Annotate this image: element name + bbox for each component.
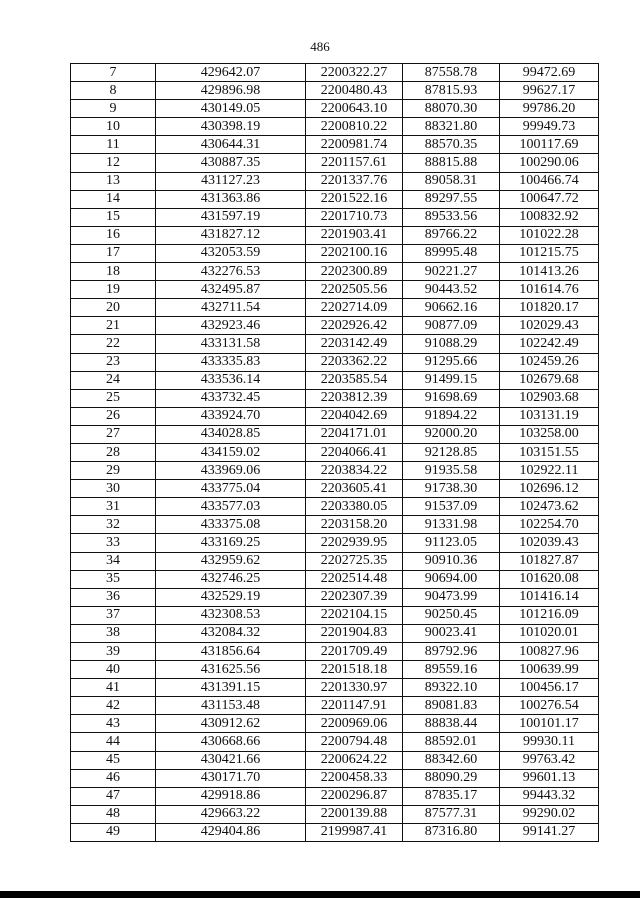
value-d-cell: 102679.68 <box>500 371 599 389</box>
table-row <box>71 118 599 136</box>
value-b-cell: 2200969.06 <box>306 715 403 733</box>
value-b-cell: 2199987.41 <box>306 823 403 841</box>
value-a-cell: 429918.86 <box>156 787 306 805</box>
value-a-cell: 433775.04 <box>156 480 306 498</box>
value-d-cell: 101215.75 <box>500 244 599 262</box>
value-b-cell: 2203158.20 <box>306 516 403 534</box>
value-a-cell: 430398.19 <box>156 118 306 136</box>
row-index-cell: 14 <box>71 190 156 208</box>
value-d-cell: 99786.20 <box>500 100 599 118</box>
value-d-cell: 101620.08 <box>500 570 599 588</box>
value-c-cell: 87316.80 <box>403 823 500 841</box>
value-c-cell: 90023.41 <box>403 624 500 642</box>
value-c-cell: 91499.15 <box>403 371 500 389</box>
value-c-cell: 89766.22 <box>403 226 500 244</box>
value-a-cell: 430644.31 <box>156 136 306 154</box>
value-d-cell: 99141.27 <box>500 823 599 841</box>
value-d-cell: 100456.17 <box>500 679 599 697</box>
row-index-cell: 35 <box>71 570 156 588</box>
table-row <box>71 154 599 172</box>
value-a-cell: 430912.62 <box>156 715 306 733</box>
value-b-cell: 2200458.33 <box>306 769 403 787</box>
value-b-cell: 2201330.97 <box>306 679 403 697</box>
value-b-cell: 2203362.22 <box>306 353 403 371</box>
value-a-cell: 430887.35 <box>156 154 306 172</box>
row-index-cell: 15 <box>71 208 156 226</box>
table-row <box>71 805 599 823</box>
value-a-cell: 432276.53 <box>156 263 306 281</box>
value-c-cell: 92128.85 <box>403 443 500 461</box>
value-c-cell: 90694.00 <box>403 570 500 588</box>
value-d-cell: 99290.02 <box>500 805 599 823</box>
value-a-cell: 430171.70 <box>156 769 306 787</box>
value-c-cell: 90221.27 <box>403 263 500 281</box>
data-table <box>70 63 599 842</box>
value-c-cell: 88090.29 <box>403 769 500 787</box>
table-row <box>71 570 599 588</box>
value-b-cell: 2204066.41 <box>306 443 403 461</box>
value-c-cell: 91537.09 <box>403 498 500 516</box>
value-a-cell: 430421.66 <box>156 751 306 769</box>
value-a-cell: 433577.03 <box>156 498 306 516</box>
value-a-cell: 433169.25 <box>156 534 306 552</box>
row-index-cell: 37 <box>71 606 156 624</box>
value-d-cell: 99627.17 <box>500 82 599 100</box>
value-c-cell: 87815.93 <box>403 82 500 100</box>
value-a-cell: 433969.06 <box>156 462 306 480</box>
value-a-cell: 431391.15 <box>156 679 306 697</box>
value-a-cell: 429404.86 <box>156 823 306 841</box>
value-d-cell: 99443.32 <box>500 787 599 805</box>
row-index-cell: 42 <box>71 697 156 715</box>
table-row <box>71 136 599 154</box>
table-row <box>71 317 599 335</box>
value-b-cell: 2202926.42 <box>306 317 403 335</box>
table-row <box>71 787 599 805</box>
table-row <box>71 443 599 461</box>
row-index-cell: 46 <box>71 769 156 787</box>
row-index-cell: 12 <box>71 154 156 172</box>
table-row <box>71 190 599 208</box>
row-index-cell: 47 <box>71 787 156 805</box>
table-row <box>71 751 599 769</box>
value-c-cell: 88570.35 <box>403 136 500 154</box>
table-row <box>71 281 599 299</box>
table-row <box>71 353 599 371</box>
value-a-cell: 431625.56 <box>156 661 306 679</box>
value-a-cell: 430149.05 <box>156 100 306 118</box>
value-b-cell: 2203380.05 <box>306 498 403 516</box>
table-body <box>71 64 599 842</box>
row-index-cell: 13 <box>71 172 156 190</box>
value-c-cell: 88070.30 <box>403 100 500 118</box>
table-row <box>71 263 599 281</box>
value-d-cell: 102696.12 <box>500 480 599 498</box>
value-c-cell: 91295.66 <box>403 353 500 371</box>
row-index-cell: 20 <box>71 299 156 317</box>
table-row <box>71 82 599 100</box>
value-a-cell: 433131.58 <box>156 335 306 353</box>
value-b-cell: 2201337.76 <box>306 172 403 190</box>
row-index-cell: 36 <box>71 588 156 606</box>
row-index-cell: 18 <box>71 263 156 281</box>
row-index-cell: 38 <box>71 624 156 642</box>
row-index-cell: 21 <box>71 317 156 335</box>
value-d-cell: 102473.62 <box>500 498 599 516</box>
table-row <box>71 624 599 642</box>
value-d-cell: 100639.99 <box>500 661 599 679</box>
value-d-cell: 101022.28 <box>500 226 599 244</box>
value-b-cell: 2202514.48 <box>306 570 403 588</box>
value-a-cell: 432959.62 <box>156 552 306 570</box>
value-d-cell: 99949.73 <box>500 118 599 136</box>
row-index-cell: 10 <box>71 118 156 136</box>
row-index-cell: 23 <box>71 353 156 371</box>
value-b-cell: 2201522.16 <box>306 190 403 208</box>
value-b-cell: 2202100.16 <box>306 244 403 262</box>
value-b-cell: 2200139.88 <box>306 805 403 823</box>
table-row <box>71 100 599 118</box>
value-d-cell: 101416.14 <box>500 588 599 606</box>
value-b-cell: 2202104.15 <box>306 606 403 624</box>
row-index-cell: 39 <box>71 643 156 661</box>
row-index-cell: 22 <box>71 335 156 353</box>
row-index-cell: 44 <box>71 733 156 751</box>
value-b-cell: 2204042.69 <box>306 407 403 425</box>
row-index-cell: 27 <box>71 425 156 443</box>
row-index-cell: 7 <box>71 64 156 82</box>
table-row <box>71 823 599 841</box>
value-c-cell: 92000.20 <box>403 425 500 443</box>
value-a-cell: 429642.07 <box>156 64 306 82</box>
table-row <box>71 661 599 679</box>
value-d-cell: 102242.49 <box>500 335 599 353</box>
value-c-cell: 87835.17 <box>403 787 500 805</box>
table-row <box>71 606 599 624</box>
value-b-cell: 2200296.87 <box>306 787 403 805</box>
value-b-cell: 2202300.89 <box>306 263 403 281</box>
row-index-cell: 26 <box>71 407 156 425</box>
row-index-cell: 9 <box>71 100 156 118</box>
value-c-cell: 91698.69 <box>403 389 500 407</box>
value-b-cell: 2203142.49 <box>306 335 403 353</box>
value-d-cell: 101413.26 <box>500 263 599 281</box>
value-d-cell: 102922.11 <box>500 462 599 480</box>
row-index-cell: 32 <box>71 516 156 534</box>
value-a-cell: 432495.87 <box>156 281 306 299</box>
value-b-cell: 2202725.35 <box>306 552 403 570</box>
table-row <box>71 516 599 534</box>
value-d-cell: 100466.74 <box>500 172 599 190</box>
row-index-cell: 48 <box>71 805 156 823</box>
table-row <box>71 679 599 697</box>
table-row <box>71 244 599 262</box>
value-c-cell: 89058.31 <box>403 172 500 190</box>
value-d-cell: 100832.92 <box>500 208 599 226</box>
value-b-cell: 2201709.49 <box>306 643 403 661</box>
value-c-cell: 87577.31 <box>403 805 500 823</box>
value-c-cell: 89297.55 <box>403 190 500 208</box>
row-index-cell: 29 <box>71 462 156 480</box>
table-row <box>71 480 599 498</box>
value-b-cell: 2203605.41 <box>306 480 403 498</box>
row-index-cell: 30 <box>71 480 156 498</box>
value-d-cell: 102029.43 <box>500 317 599 335</box>
value-a-cell: 431153.48 <box>156 697 306 715</box>
value-a-cell: 433375.08 <box>156 516 306 534</box>
value-a-cell: 432711.54 <box>156 299 306 317</box>
table-row <box>71 389 599 407</box>
value-b-cell: 2203812.39 <box>306 389 403 407</box>
table-row <box>71 407 599 425</box>
value-d-cell: 101614.76 <box>500 281 599 299</box>
row-index-cell: 31 <box>71 498 156 516</box>
value-c-cell: 91894.22 <box>403 407 500 425</box>
row-index-cell: 41 <box>71 679 156 697</box>
value-d-cell: 102039.43 <box>500 534 599 552</box>
value-d-cell: 100276.54 <box>500 697 599 715</box>
value-a-cell: 430668.66 <box>156 733 306 751</box>
table-row <box>71 715 599 733</box>
value-b-cell: 2200322.27 <box>306 64 403 82</box>
row-index-cell: 17 <box>71 244 156 262</box>
value-d-cell: 100647.72 <box>500 190 599 208</box>
value-d-cell: 100290.06 <box>500 154 599 172</box>
table-row <box>71 534 599 552</box>
table-row <box>71 335 599 353</box>
row-index-cell: 49 <box>71 823 156 841</box>
row-index-cell: 16 <box>71 226 156 244</box>
value-d-cell: 101827.87 <box>500 552 599 570</box>
value-a-cell: 432746.25 <box>156 570 306 588</box>
value-d-cell: 99601.13 <box>500 769 599 787</box>
value-a-cell: 433335.83 <box>156 353 306 371</box>
value-a-cell: 433732.45 <box>156 389 306 407</box>
value-c-cell: 87558.78 <box>403 64 500 82</box>
table-row <box>71 733 599 751</box>
value-b-cell: 2201147.91 <box>306 697 403 715</box>
value-b-cell: 2202714.09 <box>306 299 403 317</box>
value-b-cell: 2201518.18 <box>306 661 403 679</box>
value-a-cell: 433536.14 <box>156 371 306 389</box>
table-row <box>71 643 599 661</box>
scan-bottom-edge <box>0 891 640 898</box>
value-b-cell: 2200480.43 <box>306 82 403 100</box>
table-row <box>71 588 599 606</box>
row-index-cell: 24 <box>71 371 156 389</box>
value-c-cell: 90250.45 <box>403 606 500 624</box>
value-c-cell: 89792.96 <box>403 643 500 661</box>
value-d-cell: 103258.00 <box>500 425 599 443</box>
value-c-cell: 91331.98 <box>403 516 500 534</box>
value-b-cell: 2201710.73 <box>306 208 403 226</box>
row-index-cell: 11 <box>71 136 156 154</box>
value-b-cell: 2203834.22 <box>306 462 403 480</box>
value-b-cell: 2204171.01 <box>306 425 403 443</box>
value-a-cell: 432053.59 <box>156 244 306 262</box>
value-b-cell: 2201904.83 <box>306 624 403 642</box>
value-a-cell: 431856.64 <box>156 643 306 661</box>
value-d-cell: 101820.17 <box>500 299 599 317</box>
value-b-cell: 2202939.95 <box>306 534 403 552</box>
table-row <box>71 226 599 244</box>
value-c-cell: 88815.88 <box>403 154 500 172</box>
value-c-cell: 89081.83 <box>403 697 500 715</box>
table-row <box>71 172 599 190</box>
value-b-cell: 2201157.61 <box>306 154 403 172</box>
row-index-cell: 33 <box>71 534 156 552</box>
table-row <box>71 697 599 715</box>
value-d-cell: 102459.26 <box>500 353 599 371</box>
value-d-cell: 102903.68 <box>500 389 599 407</box>
row-index-cell: 43 <box>71 715 156 733</box>
value-c-cell: 90443.52 <box>403 281 500 299</box>
value-a-cell: 432084.32 <box>156 624 306 642</box>
value-a-cell: 431597.19 <box>156 208 306 226</box>
row-index-cell: 28 <box>71 443 156 461</box>
value-c-cell: 89322.10 <box>403 679 500 697</box>
value-c-cell: 88838.44 <box>403 715 500 733</box>
row-index-cell: 25 <box>71 389 156 407</box>
value-a-cell: 434159.02 <box>156 443 306 461</box>
value-c-cell: 91935.58 <box>403 462 500 480</box>
value-c-cell: 91088.29 <box>403 335 500 353</box>
value-d-cell: 100117.69 <box>500 136 599 154</box>
row-index-cell: 34 <box>71 552 156 570</box>
value-a-cell: 429896.98 <box>156 82 306 100</box>
value-d-cell: 102254.70 <box>500 516 599 534</box>
row-index-cell: 40 <box>71 661 156 679</box>
value-c-cell: 90877.09 <box>403 317 500 335</box>
value-a-cell: 432923.46 <box>156 317 306 335</box>
value-b-cell: 2203585.54 <box>306 371 403 389</box>
value-b-cell: 2200643.10 <box>306 100 403 118</box>
value-b-cell: 2200810.22 <box>306 118 403 136</box>
value-d-cell: 103151.55 <box>500 443 599 461</box>
table-row <box>71 299 599 317</box>
value-c-cell: 88321.80 <box>403 118 500 136</box>
value-c-cell: 89995.48 <box>403 244 500 262</box>
value-b-cell: 2200981.74 <box>306 136 403 154</box>
table-row <box>71 769 599 787</box>
row-index-cell: 19 <box>71 281 156 299</box>
table-row <box>71 552 599 570</box>
value-b-cell: 2202505.56 <box>306 281 403 299</box>
table-row <box>71 425 599 443</box>
value-a-cell: 433924.70 <box>156 407 306 425</box>
value-d-cell: 99930.11 <box>500 733 599 751</box>
table-row <box>71 64 599 82</box>
value-d-cell: 100827.96 <box>500 643 599 661</box>
table-row <box>71 208 599 226</box>
page-number: 486 <box>310 39 330 54</box>
value-c-cell: 88342.60 <box>403 751 500 769</box>
value-a-cell: 432308.53 <box>156 606 306 624</box>
value-c-cell: 90473.99 <box>403 588 500 606</box>
value-a-cell: 431363.86 <box>156 190 306 208</box>
value-c-cell: 90910.36 <box>403 552 500 570</box>
value-b-cell: 2200794.48 <box>306 733 403 751</box>
value-b-cell: 2202307.39 <box>306 588 403 606</box>
value-c-cell: 90662.16 <box>403 299 500 317</box>
value-d-cell: 99472.69 <box>500 64 599 82</box>
value-d-cell: 100101.17 <box>500 715 599 733</box>
value-a-cell: 429663.22 <box>156 805 306 823</box>
value-a-cell: 432529.19 <box>156 588 306 606</box>
value-b-cell: 2200624.22 <box>306 751 403 769</box>
row-index-cell: 8 <box>71 82 156 100</box>
value-c-cell: 89533.56 <box>403 208 500 226</box>
value-a-cell: 431827.12 <box>156 226 306 244</box>
value-d-cell: 103131.19 <box>500 407 599 425</box>
value-d-cell: 99763.42 <box>500 751 599 769</box>
table-row <box>71 371 599 389</box>
value-c-cell: 91123.05 <box>403 534 500 552</box>
value-c-cell: 91738.30 <box>403 480 500 498</box>
value-c-cell: 89559.16 <box>403 661 500 679</box>
value-a-cell: 431127.23 <box>156 172 306 190</box>
row-index-cell: 45 <box>71 751 156 769</box>
value-a-cell: 434028.85 <box>156 425 306 443</box>
value-c-cell: 88592.01 <box>403 733 500 751</box>
value-b-cell: 2201903.41 <box>306 226 403 244</box>
table-row <box>71 498 599 516</box>
table-row <box>71 462 599 480</box>
value-d-cell: 101216.09 <box>500 606 599 624</box>
value-d-cell: 101020.01 <box>500 624 599 642</box>
